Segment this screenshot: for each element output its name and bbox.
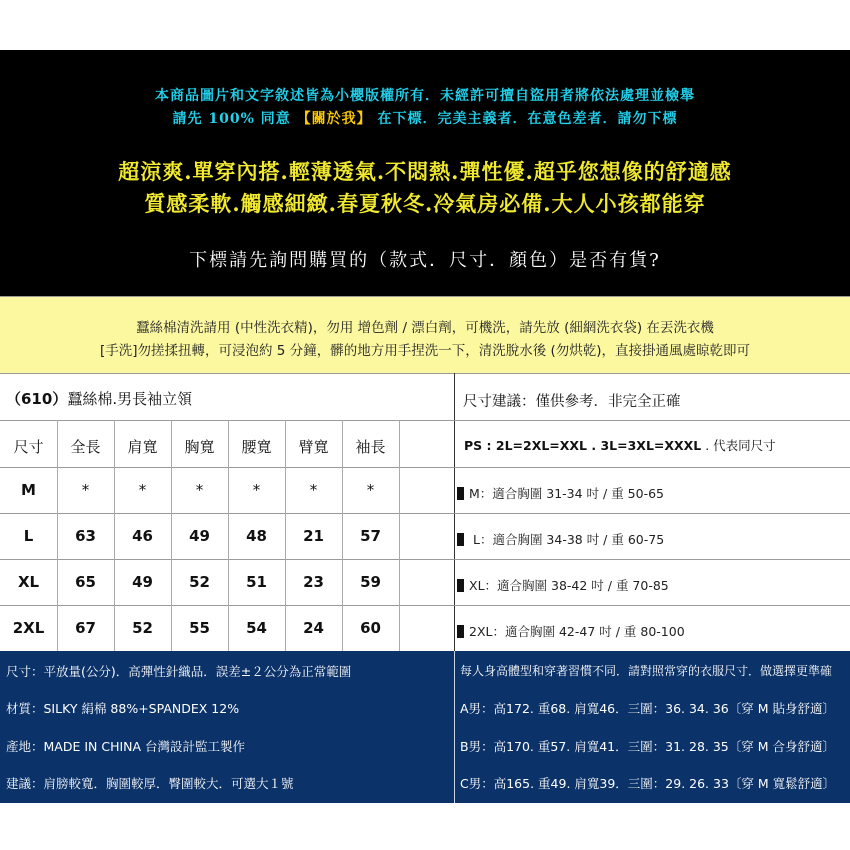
- agreement-notice: [0, 108, 850, 128]
- model-b: B男：高170. 重57. 肩寬41．三圍：31. 28. 35〔穿 M 合身舒適〕: [460, 739, 835, 754]
- table-cell: *: [309, 481, 318, 499]
- header-sleeve: 袖長: [355, 438, 386, 456]
- table-cell: 63: [75, 527, 96, 545]
- wash-instructions: [0, 296, 850, 374]
- size-advice-text: M：適合胸圍 31-34 吋 / 重 50-65: [469, 486, 665, 501]
- wash-line-2: [手洗]勿搓揉扭轉，可浸泡約 5 分鐘，髒的地方用手捏洗一下，清洗脫水後 (勿烘乾)，直接掛通風處晾乾即可: [99, 343, 751, 359]
- info-divider: [454, 651, 456, 803]
- table-cell: *: [138, 481, 147, 499]
- table-cell: *: [81, 481, 90, 499]
- table-cell: 49: [132, 573, 153, 591]
- size-label: L: [23, 527, 34, 545]
- bullet-marker: [457, 579, 464, 592]
- size-advice-text: L：適合胸圍 34-38 吋 / 重 60-75: [469, 532, 665, 547]
- header-shoulder: 肩寬: [127, 438, 158, 456]
- agreement-post: 在下標．完美主義者．在意色差者．請勿下標: [377, 111, 678, 127]
- size-equivalence: PS : 2L=2XL=XXL . 3L=3XL=XXXL: [464, 438, 702, 453]
- divider: [0, 467, 850, 468]
- size-label: XL: [17, 573, 40, 591]
- table-cell: 65: [75, 573, 96, 591]
- bullet-marker: [457, 533, 464, 546]
- model-c: C男：高165. 重49. 肩寬39．三圍：29. 26. 33〔穿 M 寬鬆舒適〕: [460, 776, 836, 791]
- table-cell: 67: [75, 619, 96, 637]
- wash-line-1: 蠶絲棉清洗請用 (中性洗衣精)，勿用 增色劑 / 漂白劑，可機洗，請先放 (細網洗衣袋) 在丟洗衣機: [136, 320, 714, 336]
- table-cell: 57: [360, 527, 381, 545]
- divider: [399, 420, 400, 651]
- size-equivalence-rest: . 代表同尺寸: [701, 438, 776, 453]
- table-cell: 21: [303, 527, 324, 545]
- model-a: A男：高172. 重68. 肩寬46．三圍：36. 34. 36〔穿 M 貼身舒適〕: [460, 701, 835, 716]
- size-advice-row: [457, 576, 669, 594]
- size-advice-text: XL：適合胸圍 38-42 吋 / 重 70-85: [469, 578, 669, 593]
- table-cell: 48: [246, 527, 267, 545]
- copyright-notice: 本商品圖片和文字敘述皆為小櫻版權所有．未經許可擅自盜用者將依法處理並檢舉: [155, 88, 695, 104]
- divider: [0, 605, 850, 606]
- info-panel: [0, 651, 850, 803]
- fit-note: 每人身高體型和穿著習慣不同．請對照常穿的衣服尺寸．做選擇更準確: [460, 664, 833, 678]
- header-length: 全長: [70, 438, 101, 456]
- info-material: 材質：SILKY 絹棉 88%+SPANDEX 12%: [6, 701, 240, 716]
- header-chest: 胸寬: [184, 438, 215, 456]
- table-cell: 52: [132, 619, 153, 637]
- size-advice-text: 2XL：適合胸圍 42-47 吋 / 重 80-100: [469, 624, 685, 639]
- column-divider: [454, 373, 455, 651]
- size-advice-row: [457, 484, 664, 502]
- table-cell: 59: [360, 573, 381, 591]
- table-cell: *: [195, 481, 204, 499]
- bullet-marker: [457, 625, 464, 638]
- size-advice-row: [457, 530, 664, 548]
- table-cell: 60: [360, 619, 381, 637]
- table-cell: 23: [303, 573, 324, 591]
- info-origin: 產地：MADE IN CHINA 台灣設計監工製作: [6, 739, 246, 754]
- table-cell: 52: [189, 573, 210, 591]
- divider: [0, 559, 850, 560]
- header-arm: 臂寬: [298, 438, 329, 456]
- table-cell: 54: [246, 619, 267, 637]
- divider: [0, 420, 850, 421]
- table-cell: 46: [132, 527, 153, 545]
- info-measure: 尺寸：平放量(公分)．高彈性針織品．誤差±２公分為正常範圍: [6, 664, 352, 679]
- bullet-marker: [457, 487, 464, 500]
- product-title: [6, 388, 192, 409]
- ask-before-buy: 下標請先詢問購買的（款式．尺寸．顏色）是否有貨?: [189, 250, 661, 271]
- size-advice-row: [457, 622, 685, 640]
- header-size: 尺寸: [13, 438, 44, 456]
- size-label: M: [21, 481, 36, 499]
- size-advice-title: 尺寸建議：僅供參考．非完全正確: [463, 394, 681, 410]
- divider: [0, 513, 850, 514]
- notice-panel: [0, 50, 850, 296]
- feature-line-1: 超涼爽.單穿內搭.輕薄透氣.不悶熱.彈性優.超乎您想像的舒適感: [118, 159, 732, 184]
- info-suggestion: 建議：肩膀較寬．胸圍較厚．臀圍較大．可選大１號: [6, 776, 294, 791]
- table-cell: *: [366, 481, 375, 499]
- product-code: （610）: [6, 390, 68, 408]
- table-cell: 55: [189, 619, 210, 637]
- table-cell: 24: [303, 619, 324, 637]
- table-cell: 49: [189, 527, 210, 545]
- table-cell: *: [252, 481, 261, 499]
- header-waist: 腰寬: [241, 438, 272, 456]
- table-cell: 51: [246, 573, 267, 591]
- product-name: 蠶絲棉.男長袖立領: [67, 390, 193, 408]
- about-me-link[interactable]: 【關於我】: [296, 111, 372, 127]
- size-label: 2XL: [12, 619, 45, 637]
- feature-line-2: 質感柔軟.觸感細緻.春夏秋冬.冷氣房必備.大人小孩都能穿: [144, 191, 706, 216]
- agreement-pre: 請先 100% 同意: [172, 111, 291, 127]
- size-equivalence-note: [464, 436, 776, 454]
